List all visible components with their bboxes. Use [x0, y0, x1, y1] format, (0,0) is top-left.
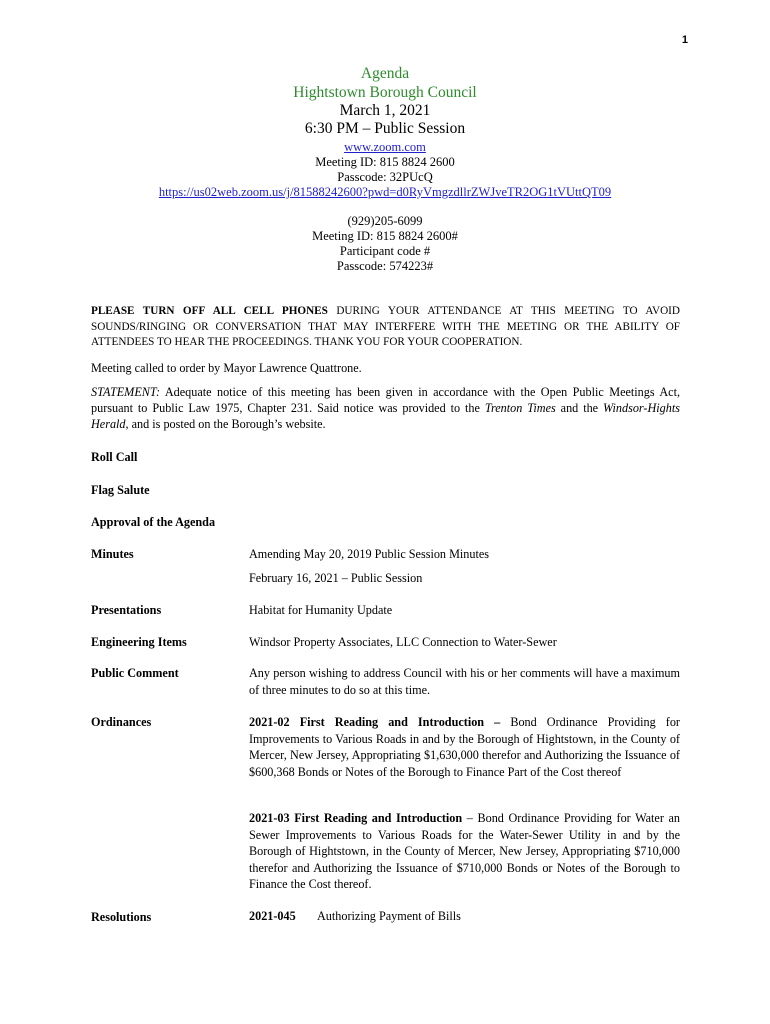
minutes-heading: Minutes: [91, 547, 134, 561]
public-comment-text: Any person wishing to address Council with his or her comments will have a maximum of three minutes to do so at this time.: [249, 666, 680, 697]
zoom-meeting-id: Meeting ID: 815 8824 2600: [315, 155, 455, 169]
statement-label: STATEMENT:: [91, 385, 161, 399]
dial-in-participant-code: Participant code #: [339, 244, 431, 258]
ordinances-heading: Ordinances: [91, 715, 152, 729]
zoom-passcode: Passcode: 32PUcQ: [337, 170, 433, 184]
notice-lead: PLEASE TURN OFF ALL CELL PHONES: [91, 305, 328, 317]
approval-heading: Approval of the Agenda: [91, 515, 216, 529]
cell-phone-notice: [91, 304, 680, 351]
called-to-order: Meeting called to order by Mayor Lawrence Quattrone.: [91, 361, 362, 375]
agenda-title: Agenda: [360, 65, 410, 82]
notice-rest: DURING YOUR ATTENDANCE AT THIS MEETING TO AVOID SOUNDS/RINGING OR CONVERSATION THAT MAY INTERFERE WITH THE MEETING OR THE ABILITY OF ATTENDEES TO HEAR THE PROCEEDINGS. THANK YOU FOR YOUR COOPERATION.: [91, 305, 680, 348]
public-comment-heading: Public Comment: [91, 666, 179, 680]
meeting-date: March 1, 2021: [339, 102, 431, 119]
resolution-number: 2021-045: [249, 909, 296, 923]
roll-call-heading: Roll Call: [91, 450, 138, 464]
engineering-heading: Engineering Items: [91, 635, 187, 649]
statement-paragraph: STATEMENT: Adequate notice of this meeting has been given in accordance with the Open Public Meetings Act, pursuant to Public Law 1975, Chapter 231. Said notice was provided to the Trenton Times and the Windsor-Hights Herald, and is posted on the Borough’s website.: [91, 385, 680, 431]
flag-salute-heading: Flag Salute: [91, 483, 150, 497]
newspaper-windsor: Windsor-Hights Herald: [91, 401, 680, 431]
resolution-text: Authorizing Payment of Bills: [317, 909, 461, 923]
resolutions-heading: Resolutions: [91, 910, 152, 924]
zoom-meeting-link[interactable]: https://us02web.zoom.us/j/81588242600?pwd=d0RyVmgzdllrZWJveTR2OG1tVUttQT09: [158, 185, 612, 199]
dial-in-meeting-id: Meeting ID: 815 8824 2600#: [312, 229, 458, 243]
ordinance-2021-02: 2021-02 First Reading and Introduction – Bond Ordinance Providing for Improvements to Various Roads in and by the Borough of Hightstown, in the County of Mercer, New Jersey, Appropriating $1,630,000 therefor and Authorizing the Issuance of $600,368 Bonds or Notes of the Borough to Finance Part of the Cost thereof: [249, 715, 680, 779]
meeting-time: 6:30 PM – Public Session: [304, 120, 466, 137]
zoom-site-link[interactable]: www.zoom.com: [344, 140, 426, 154]
page-number: 1: [681, 34, 688, 46]
ordinance-2021-03: 2021-03 First Reading and Introduction – Bond Ordinance Providing for Water an Sewer Improvements to Various Roads for the Water-Sewer Utility in and by the Borough of Hightstown, in the County of Mercer, New Jersey, Appropriating $710,000 therefor and Authorizing the Issuance of $710,000 Bonds or Notes of the Borough to Finance the Cost thereof.: [249, 811, 680, 891]
presentations-item-1: Habitat for Humanity Update: [249, 603, 393, 617]
council-name: Hightstown Borough Council: [293, 84, 477, 101]
presentations-heading: Presentations: [91, 603, 162, 617]
minutes-item-2: February 16, 2021 – Public Session: [249, 571, 423, 585]
minutes-item-1: Amending May 20, 2019 Public Session Minutes: [249, 547, 490, 561]
engineering-item-1: Windsor Property Associates, LLC Connection to Water-Sewer: [249, 635, 557, 649]
agenda-header: [0, 64, 770, 274]
dial-in-passcode: Passcode: 574223#: [336, 259, 434, 273]
dial-in-phone: (929)205-6099: [347, 214, 423, 228]
newspaper-trenton: Trenton Times: [484, 401, 556, 415]
